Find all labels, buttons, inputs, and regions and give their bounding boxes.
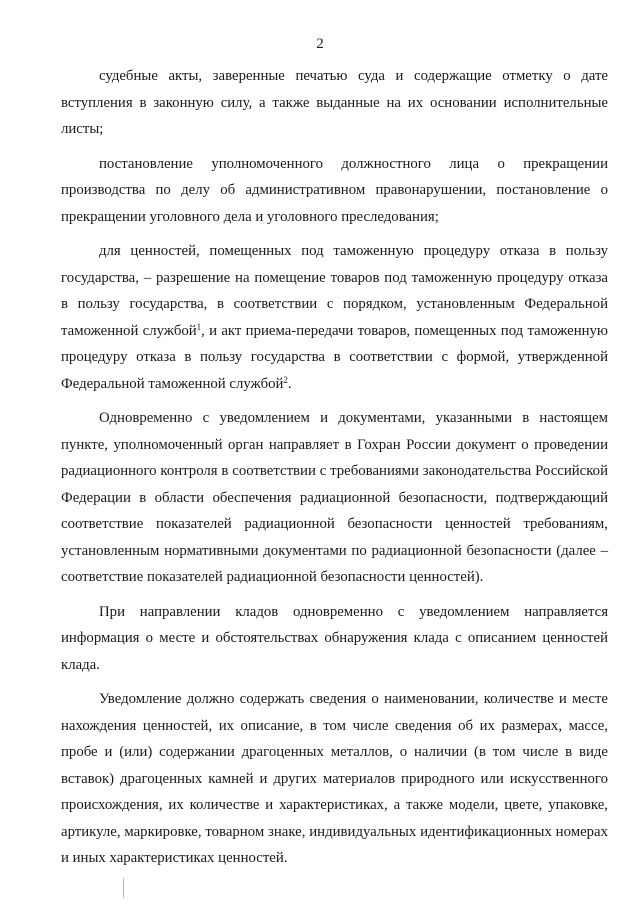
paragraph-notice-contents: Уведомление должно содержать сведения о наименовании, количестве и месте нахождения ценностей, их описание, в том числе сведения об их размерах, массе, пробе и (или) содержании драгоценных металлов, о наличии (в том числе в виде вставок) драгоценных камней и других материалов природного или искусственного происхождения, их количестве и характеристиках, а также модели, цвете, упаковке, артикуле, маркировке, товарном знаке, индивидуальных идентификационных номерах и иных характеристиках ценностей. [61, 691, 608, 866]
customs-text-part-1: для ценностей, помещенных под таможенную процедуру отказа в пользу государства, – разрешение на помещение товаров под таможенную процедуру отказа в пользу государства, в соответствии с порядком, установленным Федеральной таможенной службой [61, 243, 608, 339]
customs-text-part-2: , и акт приема-передачи товаров, помещенных под таможенную процедуру отказа в пользу государства в соответствии с формой, утвержденной Федеральной таможенной службой [61, 322, 608, 392]
scan-artifact-line [123, 878, 124, 898]
paragraph-treasure: При направлении кладов одновременно с уведомлением направляется информация о месте и обстоятельствах обнаружения клада с описанием ценностей клада. [61, 603, 608, 673]
page-number: 2 [316, 36, 324, 52]
paragraph-radiation-control: Одновременно с уведомлением и документами, указанными в настоящем пункте, уполномоченный орган направляет в Гохран России документ о проведении радиационного контроля в соответствии с требованиями законодательства Российской Федерации в области обеспечения радиационной безопасности, подтверждающий соответствие показателей радиационной безопасности ценностей требованиям, установленным нормативными документами по радиационной безопасности (далее – соответствие показателей радиационной безопасности ценностей). [61, 410, 608, 585]
footnote-ref-2: 2 [283, 374, 288, 385]
customs-text-part-3: . [287, 375, 292, 392]
paragraph-customs-procedure [61, 238, 608, 397]
footnote-ref-1: 1 [196, 321, 202, 332]
document-body [61, 63, 608, 872]
paragraph-resolution: постановление уполномоченного должностного лица о прекращении производства по делу об административном правонарушении, постановление о прекращении уголовного дела и уголовного преследования; [61, 155, 608, 225]
paragraph-court-acts: судебные акты, заверенные печатью суда и содержащие отметку о дате вступления в законную силу, а также выданные на их основании исполнительные листы; [61, 68, 608, 137]
